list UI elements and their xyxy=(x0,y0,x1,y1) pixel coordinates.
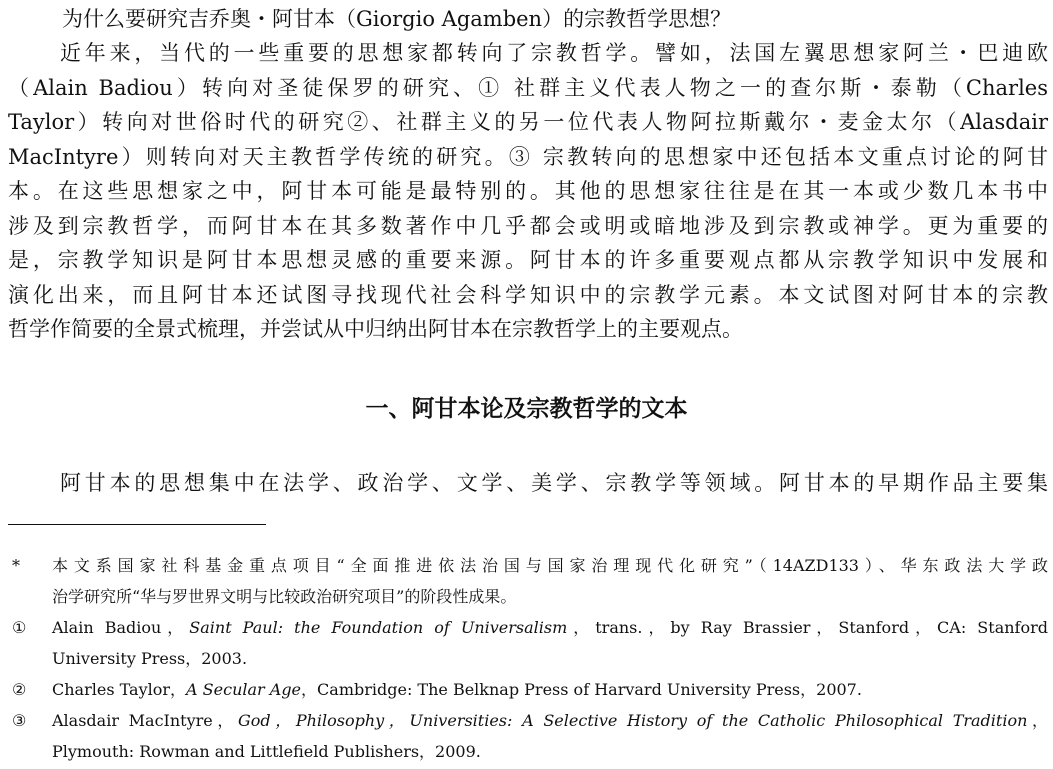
paragraph-line: Taylor）转向对世俗时代的研究②、社群主义的另一位代表人物阿拉斯戴尔・麦金太尔（Alasdair xyxy=(8,110,1048,134)
footnote-star xyxy=(8,550,1048,612)
footnote-text: 本文系国家社科基金重点项目“全面推进依法治国与国家治理现代化研究”（14AZD133）、华东政法大学政 xyxy=(52,556,1048,575)
paragraph-line: 哲学作简要的全景式梳理，并尝试从中归纳出阿甘本在宗教哲学上的主要观点。 xyxy=(8,317,743,341)
paragraph-line: 涉及到宗教哲学，而阿甘本在其多数著作中几乎都会或明或暗地涉及到宗教或神学。更为重要的 xyxy=(8,213,1048,238)
paragraph-line: 演化出来，而且阿甘本还试图寻找现代社会科学知识中的宗教学元素。本文试图对阿甘本的宗教 xyxy=(8,282,1048,307)
footnote-mark: ② xyxy=(12,680,27,699)
section-heading: 一、阿甘本论及宗教哲学的文本 xyxy=(365,396,688,422)
footnote-3 xyxy=(8,705,1048,767)
intro-paragraph xyxy=(8,36,1048,347)
paragraph-line: 本。在这些思想家之中，阿甘本可能是最特别的。其他的思想家往往是在其一本或少数几本书中 xyxy=(8,179,1048,203)
paragraph-line: 是，宗教学知识是阿甘本思想灵感的重要来源。阿甘本的许多重要观点都从宗教学知识中发展和 xyxy=(8,248,1048,272)
paragraph-line: MacIntyre）则转向对天主教哲学传统的研究。③ 宗教转向的思想家中还包括本文重点讨论的阿甘 xyxy=(8,144,1048,169)
footnote-text: 治学研究所“华与罗世界文明与比较政治研究项目”的阶段性成果。 xyxy=(52,587,517,606)
footnote-mark: * xyxy=(12,556,20,575)
footnote-text: ，Cambridge: The Belknap Press of Harvard University Press，2007. xyxy=(301,680,862,699)
footnotes xyxy=(8,550,1048,767)
footnote-text: ， xyxy=(1027,711,1049,730)
footnote-author: Alain Badiou， xyxy=(52,618,190,637)
paragraph-line: （Alain Badiou）转向对圣徒保罗的研究、① 社群主义代表人物之一的查尔斯・泰勒（Charles xyxy=(8,75,1048,100)
footnote-mark: ③ xyxy=(12,711,27,730)
section-paragraph xyxy=(8,466,1048,500)
footnote-mark: ① xyxy=(12,618,27,637)
footnote-1 xyxy=(8,612,1048,674)
footnote-author: Alasdair MacIntyre， xyxy=(52,711,238,730)
footnote-2 xyxy=(8,674,1048,705)
footnote-title: God，Philosophy，Universities: A Selective History of the Catholic Philosophical Tradition xyxy=(237,711,1028,730)
paragraph-line: 近年来，当代的一些重要的思想家都转向了宗教哲学。譬如，法国左翼思想家阿兰・巴迪欧 xyxy=(60,41,1048,65)
footnote-text: University Press，2003. xyxy=(52,649,248,668)
footnote-title: A Secular Age xyxy=(186,680,302,699)
footnote-divider xyxy=(8,524,266,525)
footnote-text: Plymouth: Rowman and Littlefield Publishers，2009. xyxy=(52,742,481,761)
section-first-line: 阿甘本的思想集中在法学、政治学、文学、美学、宗教学等领域。阿甘本的早期作品主要集 xyxy=(60,471,1048,495)
footnote-text: ，trans.，by Ray Brassier，Stanford，CA: Stanford xyxy=(567,618,1048,637)
footnote-title: Saint Paul: the Foundation of Universalism xyxy=(189,618,568,637)
intro-question: 为什么要研究吉乔奥・阿甘本（Giorgio Agamben）的宗教哲学思想？ xyxy=(62,7,732,31)
footnote-author: Charles Taylor， xyxy=(52,680,187,699)
